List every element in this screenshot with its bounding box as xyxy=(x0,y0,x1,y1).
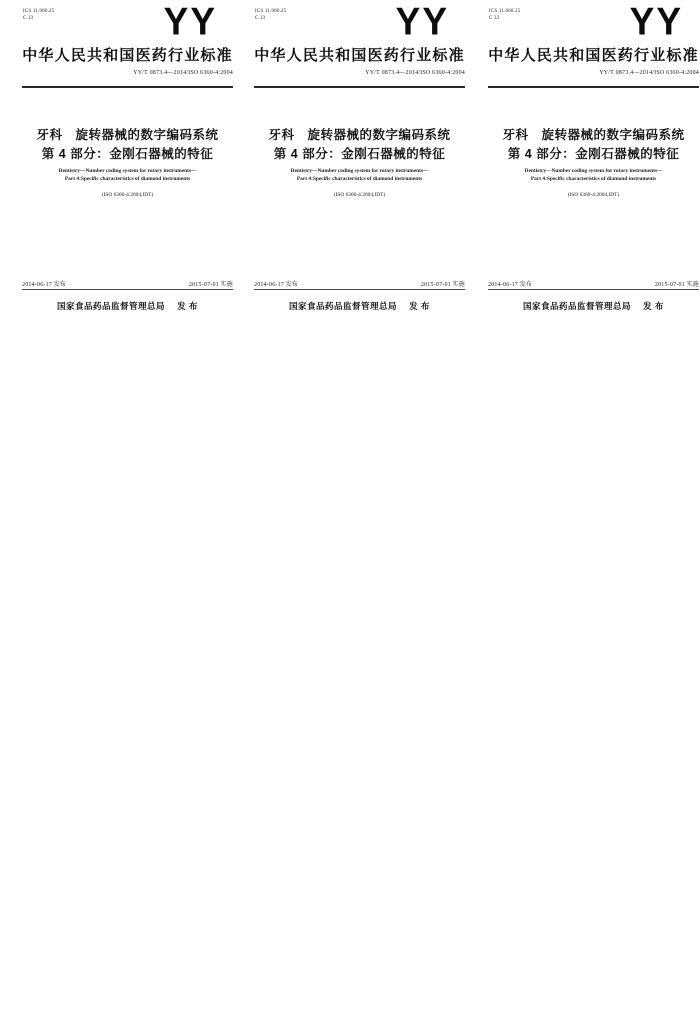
title-english-line2: Part 4:Specific characteristics of diamond instruments xyxy=(530,176,657,182)
issue-date: 2014-06-17 发布 xyxy=(254,282,299,288)
title-english-line1: Dentistry—Number coding system for rotary instruments— xyxy=(290,168,429,174)
publisher-name: 国家食品药品监督管理总局 xyxy=(289,301,398,311)
footer-divider xyxy=(488,289,699,290)
header-divider xyxy=(254,86,465,88)
yy-standard-logo: YY xyxy=(395,0,449,43)
title-chinese-line1: 牙科 旋转器械的数字编码系统 xyxy=(268,128,451,142)
standard-number: YY/T 0873.4—2014/ISO 6360-4:2004 xyxy=(365,70,465,76)
iso-reference: (ISO 6360-4:2004,IDT) xyxy=(567,192,620,198)
title-chinese-line2: 第 4 部分：金刚石器械的特征 xyxy=(273,147,446,161)
ics-code: ICS 11.060.25 xyxy=(489,9,521,14)
standard-cover-copy-3 xyxy=(488,0,699,330)
ccs-code: C 33 xyxy=(255,15,266,21)
title-chinese-line2: 第 4 部分：金刚石器械的特征 xyxy=(41,147,214,161)
title-english-line2: Part 4:Specific characteristics of diamond instruments xyxy=(296,176,423,182)
publisher-name: 国家食品药品监督管理总局 xyxy=(57,301,166,311)
issue-date: 2014-06-17 发布 xyxy=(22,282,67,288)
date-row xyxy=(488,279,699,288)
ics-classification xyxy=(489,9,520,22)
publisher-row xyxy=(22,300,233,312)
publisher-row xyxy=(254,300,465,312)
title-english-line1: Dentistry—Number coding system for rotary instruments— xyxy=(524,168,663,174)
header-divider xyxy=(22,86,233,88)
title-chinese-line1: 牙科 旋转器械的数字编码系统 xyxy=(502,128,685,142)
iso-reference: (ISO 6360-4:2004,IDT) xyxy=(101,192,154,198)
yy-standard-logo: YY xyxy=(629,0,683,43)
yy-standard-logo: YY xyxy=(163,0,217,43)
ics-classification xyxy=(255,9,286,22)
publisher-name: 国家食品药品监督管理总局 xyxy=(523,301,632,311)
ics-classification xyxy=(23,9,54,22)
title-chinese-line2: 第 4 部分：金刚石器械的特征 xyxy=(507,147,680,161)
publish-label: 发 布 xyxy=(409,301,430,311)
standard-heading: 中华人民共和国医药行业标准 xyxy=(22,47,233,64)
implement-date: 2015-07-01 实施 xyxy=(420,282,465,288)
standard-cover-copy-1 xyxy=(22,0,233,330)
ccs-code: C 33 xyxy=(23,15,34,21)
standard-heading: 中华人民共和国医药行业标准 xyxy=(488,47,699,64)
publisher-row xyxy=(488,300,699,312)
footer-divider xyxy=(22,289,233,290)
title-english-line2: Part 4:Specific characteristics of diamond instruments xyxy=(64,176,191,182)
standard-number: YY/T 0873.4—2014/ISO 6360-4:2004 xyxy=(133,70,233,76)
title-english-line1: Dentistry—Number coding system for rotary instruments— xyxy=(58,168,197,174)
ics-code: ICS 11.060.25 xyxy=(23,9,55,14)
ics-code: ICS 11.060.25 xyxy=(255,9,287,14)
title-chinese-line1: 牙科 旋转器械的数字编码系统 xyxy=(36,128,219,142)
iso-reference: (ISO 6360-4:2004,IDT) xyxy=(333,192,386,198)
standard-cover-copy-2 xyxy=(254,0,465,330)
issue-date: 2014-06-17 发布 xyxy=(488,282,533,288)
standard-number: YY/T 0873.4—2014/ISO 6360-4:2004 xyxy=(599,70,699,76)
standard-heading: 中华人民共和国医药行业标准 xyxy=(254,47,465,64)
implement-date: 2015-07-01 实施 xyxy=(188,282,233,288)
ccs-code: C 33 xyxy=(489,15,500,21)
implement-date: 2015-07-01 实施 xyxy=(654,282,699,288)
publish-label: 发 布 xyxy=(643,301,664,311)
publish-label: 发 布 xyxy=(177,301,198,311)
date-row xyxy=(254,279,465,288)
header-divider xyxy=(488,86,699,88)
date-row xyxy=(22,279,233,288)
footer-divider xyxy=(254,289,465,290)
